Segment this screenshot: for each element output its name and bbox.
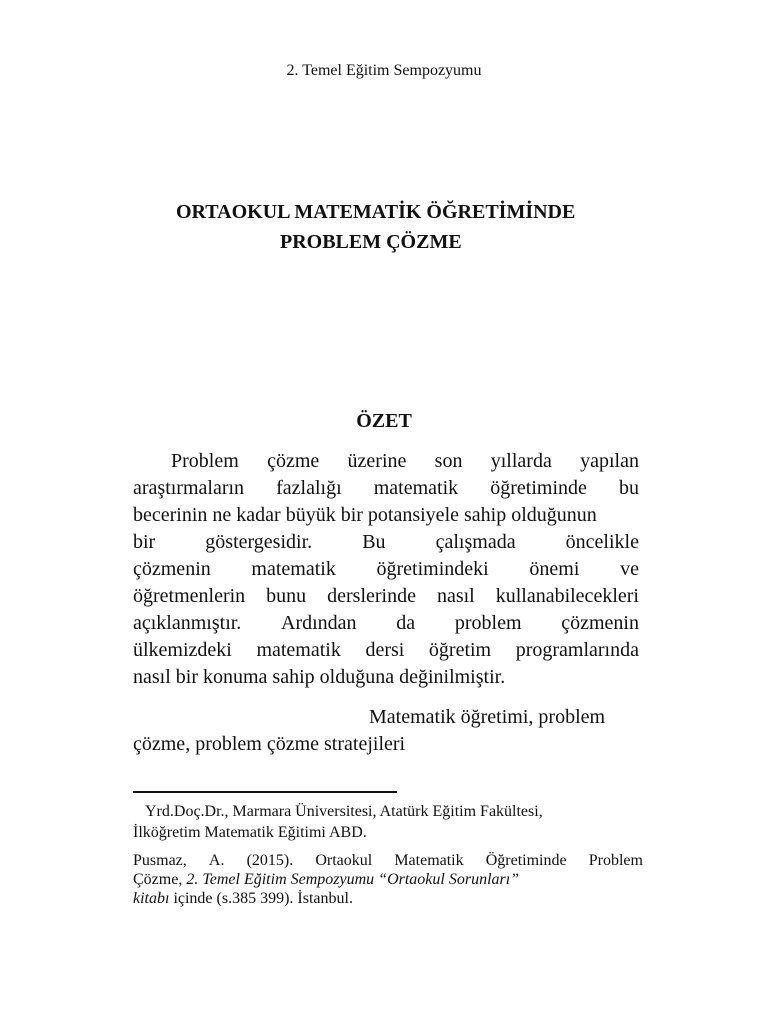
abstract-word: yıllarda — [490, 450, 552, 472]
paper-title-line-2: PROBLEM ÇÖZME — [280, 231, 462, 253]
abstract-word: matematik — [373, 477, 459, 499]
abstract-word: derslerinde — [327, 585, 416, 607]
citation-line-2 — [133, 870, 643, 889]
citation-word: A. — [208, 852, 225, 869]
citation-line-3-italic: kitabı — [133, 890, 170, 907]
paper-title-line-1: ORTAOKUL MATEMATİK ÖĞRETİMİNDE — [176, 201, 576, 223]
abstract-line — [133, 637, 639, 664]
abstract-word: matematik — [256, 639, 341, 661]
author-footnote — [133, 801, 645, 843]
citation-line-2-plain: Çözme, — [133, 871, 187, 888]
keywords-line-1: Matematik öğretimi, problem — [369, 706, 606, 728]
abstract-word: matematik — [251, 558, 336, 580]
abstract-word: bir — [133, 531, 156, 553]
citation-line-3-plain: içinde (s.385 399). İstanbul. — [169, 890, 353, 907]
citation-word: Problem — [588, 852, 643, 869]
abstract-word: bunu — [266, 585, 307, 607]
abstract-word: göstergesidir. — [205, 531, 313, 553]
citation-word: Ortaokul — [315, 852, 373, 869]
abstract-word: bu — [618, 477, 639, 499]
abstract-word: öğretmenlerin — [133, 585, 246, 607]
abstract-word: kullanabilecekleri — [495, 585, 639, 607]
abstract-word: da — [396, 612, 416, 634]
abstract-word: nasıl — [436, 585, 475, 607]
citation-word: Matematik — [394, 852, 464, 869]
citation — [133, 851, 643, 908]
footnote-line-2: İlköğretim Matematik Eğitimi ABD. — [133, 824, 367, 841]
abstract-heading: ÖZET — [356, 410, 412, 432]
abstract-line — [133, 475, 639, 502]
abstract-line — [133, 448, 639, 475]
citation-word: Öğretiminde — [485, 852, 567, 869]
abstract-word: öğretimindeki — [376, 558, 489, 580]
footnote-separator — [133, 791, 397, 793]
citation-line-2-italic: 2. Temel Eğitim Sempozyumu “Ortaokul Sorunları” — [186, 871, 520, 888]
abstract-word: ülkemizdeki — [133, 639, 232, 661]
abstract-word: fazlalığı — [276, 477, 342, 499]
citation-line-3 — [133, 889, 643, 908]
abstract-word: üzerine — [347, 450, 407, 472]
abstract-word: ve — [620, 558, 639, 580]
abstract-word: öncelikle — [565, 531, 639, 553]
abstract-word: yapılan — [580, 450, 639, 472]
abstract-word: Ardından — [281, 612, 357, 634]
abstract-word: Bu — [362, 531, 386, 553]
abstract-line — [133, 529, 639, 556]
abstract-line — [133, 583, 639, 610]
abstract-word: programlarında — [515, 639, 639, 661]
abstract-word: son — [434, 450, 463, 472]
abstract-word: çözmenin — [561, 612, 639, 634]
citation-line-1 — [133, 851, 643, 870]
keywords — [133, 704, 639, 758]
running-header: 2. Temel Eğitim Sempozyumu — [286, 62, 482, 79]
abstract-word: çözmenin — [133, 558, 211, 580]
paper-title — [0, 197, 768, 257]
abstract-word: önemi — [529, 558, 580, 580]
keywords-line-2: çözme, problem çözme stratejileri — [133, 733, 406, 755]
citation-word: Pusmaz, — [133, 852, 187, 869]
abstract-word: problem — [454, 612, 522, 634]
abstract-line — [133, 610, 639, 637]
abstract-word: öğretim — [428, 639, 492, 661]
abstract-word: araştırmaların — [133, 477, 245, 499]
abstract-line — [133, 556, 639, 583]
abstract-word: çalışmada — [435, 531, 516, 553]
abstract-body — [133, 448, 639, 691]
footnote-line-1: Yrd.Doç.Dr., Marmara Üniversitesi, Atatürk Eğitim Fakültesi, — [145, 803, 543, 820]
citation-word: (2015). — [246, 852, 294, 869]
abstract-word: çözme — [267, 450, 320, 472]
abstract-word: Problem — [171, 450, 239, 472]
abstract-line: nasıl bir konuma sahip olduğuna değinilmiştir. — [133, 666, 506, 688]
abstract-word: dersi — [365, 639, 405, 661]
abstract-word: öğretiminde — [490, 477, 587, 499]
abstract-line: becerinin ne kadar büyük bir potansiyele sahip olduğunun — [133, 504, 597, 526]
abstract-word: açıklanmıştır. — [133, 612, 242, 634]
